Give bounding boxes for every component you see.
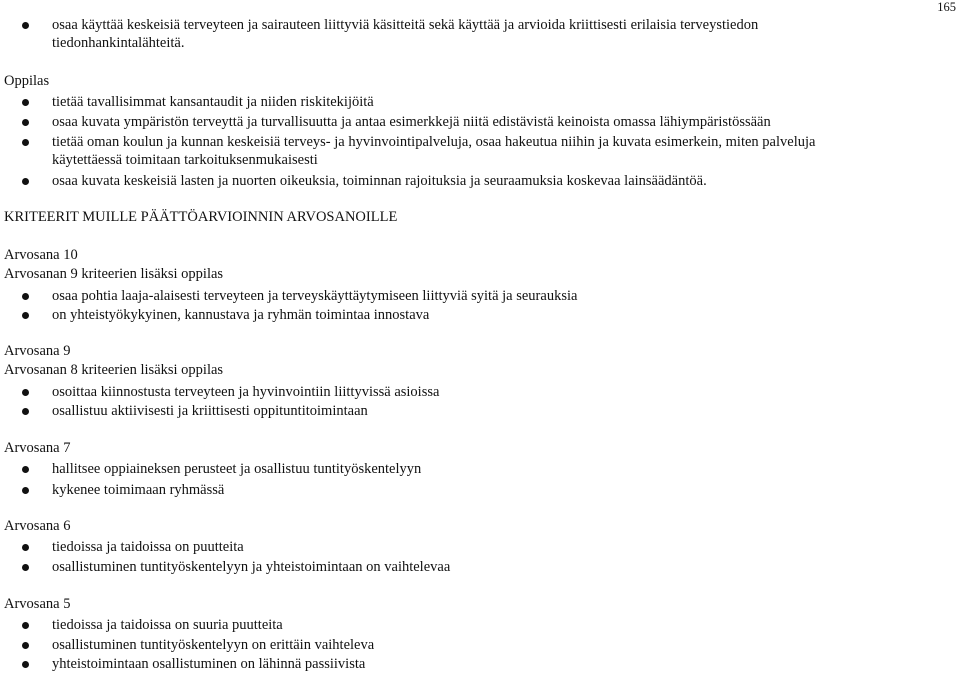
bullet-icon (22, 408, 29, 415)
grade-subtitle: Arvosanan 9 kriteerien lisäksi oppilas (4, 266, 224, 282)
list-item-text: osallistuminen tuntityöskentelyyn on erittäin vaihteleva (52, 637, 375, 653)
grade-title: Arvosana 6 (4, 518, 71, 534)
list-item-text: osaa käyttää keskeisiä terveyteen ja sairauteen liittyviä käsitteitä sekä käyttää ja arvioida kriittisesti erilaisia terveystiedon (52, 17, 759, 33)
bullet-icon (22, 139, 29, 146)
criteria-heading: KRITEERIT MUILLE PÄÄTTÖARVIOINNIN ARVOSANOILLE (4, 209, 398, 225)
list-item-text: osoittaa kiinnostusta terveyteen ja hyvinvointiin liittyvissä asioissa (52, 384, 440, 400)
list-item-text: tietää oman koulun ja kunnan keskeisiä terveys- ja hyvinvointipalveluja, osaa hakeutua niihin ja kuvata esimerkein, miten palveluja (52, 134, 816, 150)
list-item-text: tietää tavallisimmat kansantaudit ja niiden riskitekijöitä (52, 94, 374, 110)
bullet-icon (22, 564, 29, 571)
list-item-text: tiedoissa ja taidoissa on suuria puutteita (52, 617, 283, 633)
section-label: Oppilas (4, 73, 50, 89)
bullet-icon (22, 544, 29, 551)
list-item-text: osallistuminen tuntityöskentelyyn ja yhteistoimintaan on vaihtelevaa (52, 559, 451, 575)
list-item-text: osaa kuvata ympäristön terveyttä ja turvallisuutta ja antaa esimerkkejä niitä edistävistä keinoista omassa lähiympäristössään (52, 114, 771, 130)
grade-subtitle: Arvosanan 8 kriteerien lisäksi oppilas (4, 362, 224, 378)
bullet-icon (22, 622, 29, 629)
list-item-text: kykenee toimimaan ryhmässä (52, 482, 225, 498)
bullet-icon (22, 642, 29, 649)
bullet-icon (22, 178, 29, 185)
list-item-text: yhteistoimintaan osallistuminen on lähinnä passiivista (52, 656, 366, 672)
bullet-icon (22, 119, 29, 126)
grade-title: Arvosana 5 (4, 596, 71, 612)
bullet-icon (22, 487, 29, 494)
list-item-text: hallitsee oppiaineksen perusteet ja osallistuu tuntityöskentelyyn (52, 461, 422, 477)
list-item-text: osallistuu aktiivisesti ja kriittisesti oppituntitoimintaan (52, 403, 368, 419)
list-item-text: on yhteistyökykyinen, kannustava ja ryhmän toimintaa innostava (52, 307, 430, 323)
bullet-icon (22, 293, 29, 300)
bullet-icon (22, 466, 29, 473)
bullet-icon (22, 22, 29, 29)
page-number: 165 (937, 0, 956, 14)
bullet-icon (22, 312, 29, 319)
list-item-continuation: käytettäessä toimitaan tarkoituksenmukaisesti (52, 152, 318, 168)
bullet-icon (22, 389, 29, 396)
list-item-text: osaa kuvata keskeisiä lasten ja nuorten oikeuksia, toiminnan rajoituksia ja seuraamuksia koskevaa lainsäädäntöä. (52, 173, 707, 189)
list-item-text: tiedoissa ja taidoissa on puutteita (52, 539, 244, 555)
grade-title: Arvosana 7 (4, 440, 71, 456)
bullet-icon (22, 99, 29, 106)
grade-title: Arvosana 9 (4, 343, 71, 359)
bullet-icon (22, 661, 29, 668)
list-item-continuation: tiedonhankintalähteitä. (52, 35, 185, 51)
grade-title: Arvosana 10 (4, 247, 78, 263)
list-item-text: osaa pohtia laaja-alaisesti terveyteen ja terveyskäyttäytymiseen liittyviä syitä ja seurauksia (52, 288, 578, 304)
